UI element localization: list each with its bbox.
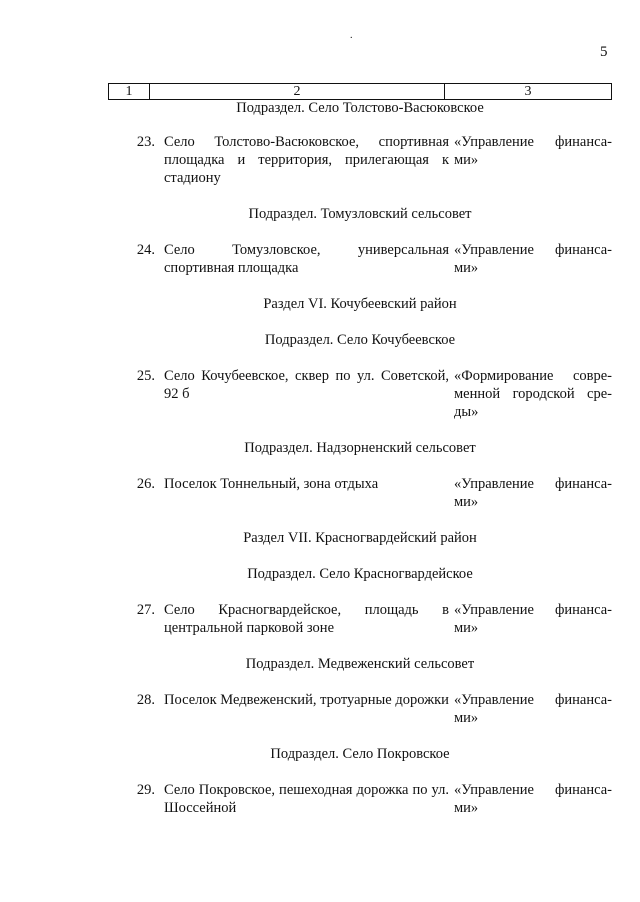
table-row xyxy=(108,601,612,637)
program-line: «Управление финанса- xyxy=(454,692,612,708)
program-line: «Управление финанса- xyxy=(454,602,612,618)
program-line: ды» xyxy=(454,404,479,420)
subsection-heading: Подраздел. Медвеженский сельсовет xyxy=(245,656,475,672)
table-row xyxy=(108,475,612,511)
table-row xyxy=(108,367,612,421)
program-line: «Управление финанса- xyxy=(454,242,612,258)
row-program xyxy=(449,367,612,421)
row-description: Село Красногвардейское, площадь в центральной парковой зоне xyxy=(164,602,449,636)
program-line: ми» xyxy=(454,710,479,726)
document-body xyxy=(108,99,612,817)
program-line: ми» xyxy=(454,494,479,510)
program-line: «Управление финанса- xyxy=(454,782,612,798)
row-description: Село Кочубеевское, сквер по ул. Советской, 92 б xyxy=(164,368,449,402)
subsection-heading: Подраздел. Село Толстово-Васюковское xyxy=(236,100,484,116)
program-line: «Управление финанса- xyxy=(454,134,612,150)
row-program xyxy=(449,781,612,817)
program-line: ми» xyxy=(454,620,479,636)
subsection-heading: Подраздел. Село Красногвардейское xyxy=(247,566,473,582)
row-description: Село Покровское, пешеходная дорожка по ул. Шоссейной xyxy=(164,782,449,816)
row-number: 29. xyxy=(136,782,155,798)
program-line: «Формирование совре- xyxy=(454,368,612,384)
section-heading: Раздел VI. Кочубеевский район xyxy=(263,296,457,312)
row-program xyxy=(449,691,612,727)
subsection-heading: Подраздел. Томузловский сельсовет xyxy=(248,206,472,222)
table-row xyxy=(108,133,612,187)
program-line: ми» xyxy=(454,260,479,276)
row-number: 24. xyxy=(136,242,155,258)
row-number: 25. xyxy=(136,368,155,384)
row-number: 23. xyxy=(136,134,155,150)
row-number: 28. xyxy=(136,692,155,708)
table-row xyxy=(108,241,612,277)
program-line: ми» xyxy=(454,152,479,168)
section-heading: Раздел VII. Красногвардейский район xyxy=(243,530,477,546)
program-line: ми» xyxy=(454,800,479,816)
row-number: 27. xyxy=(136,602,155,618)
subsection-heading: Подраздел. Надзорненский сельсовет xyxy=(244,440,476,456)
row-description: Село Толстово-Васюковское, спортивная площадка и территория, прилегающая к стадиону xyxy=(164,134,449,186)
subsection-heading: Подраздел. Село Кочубеевское xyxy=(264,332,456,348)
row-description: Село Томузловское, универсальная спортивная площадка xyxy=(164,242,449,276)
column-header-1: 1 xyxy=(109,84,150,99)
program-line: «Управление финанса- xyxy=(454,476,612,492)
row-program xyxy=(449,241,612,277)
row-description: Поселок Медвеженский, тротуарные дорожки xyxy=(164,692,449,708)
column-header-3: 3 xyxy=(524,84,532,99)
program-line: менной городской сре- xyxy=(454,386,612,402)
stray-mark: . xyxy=(350,30,353,41)
subsection-heading: Подраздел. Село Покровское xyxy=(270,746,450,762)
row-program xyxy=(449,475,612,511)
column-header-row xyxy=(108,83,612,100)
row-program xyxy=(449,601,612,637)
column-header-2: 2 xyxy=(150,84,445,99)
page-number: 5 xyxy=(600,44,608,60)
row-description: Поселок Тоннельный, зона отдыха xyxy=(164,476,379,492)
row-program xyxy=(449,133,612,187)
table-row xyxy=(108,691,612,727)
table-row xyxy=(108,781,612,817)
row-number: 26. xyxy=(136,476,155,492)
